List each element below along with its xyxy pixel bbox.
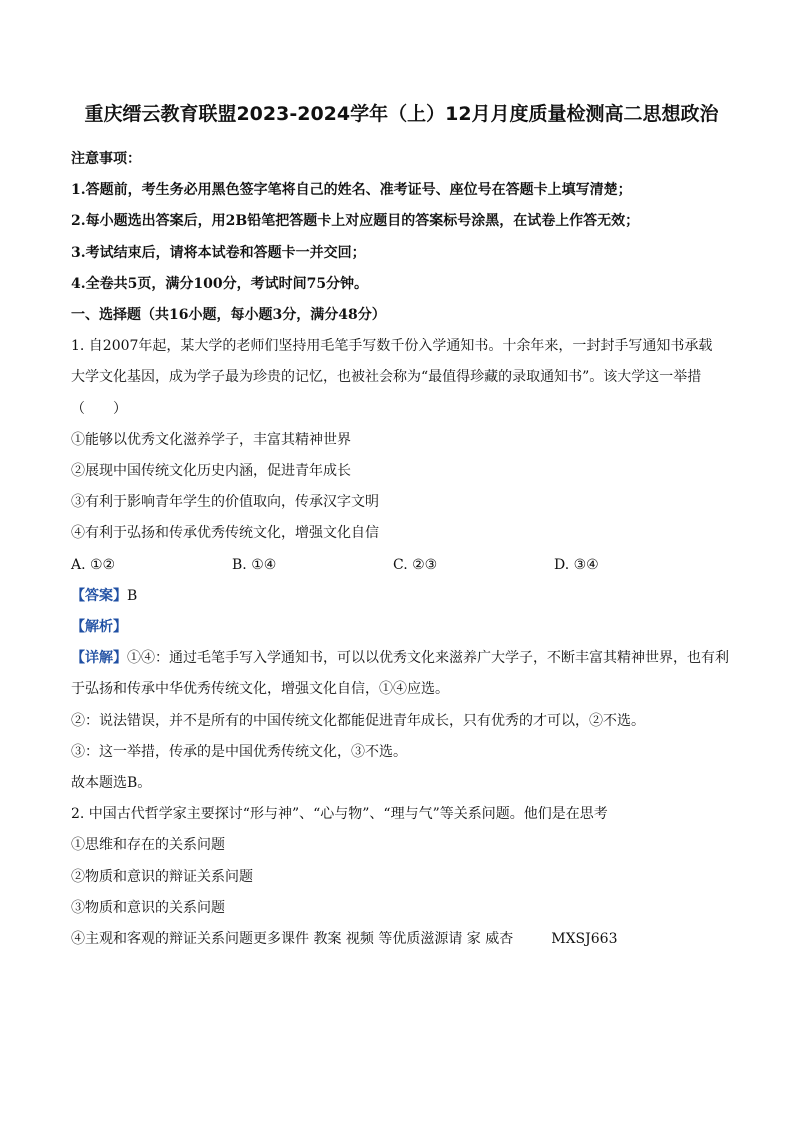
notice-item-2: 2.每小题选出答案后，用2B铅笔把答题卡上对应题目的答案标号涂黑，在试卷上作答无效； (71, 213, 640, 230)
question-2-statement-4-line (71, 924, 732, 955)
question-2-statement-2: ②物质和意识的辩证关系问题 (71, 868, 253, 885)
analysis-label: 【解析】 (71, 619, 127, 636)
notice-item-3: 3.考试结束后，请将本试卷和答题卡一并交回； (71, 244, 366, 261)
option-c: C. ②③ (393, 556, 438, 573)
question-1-statement-3: ③有利于影响青年学生的价值取向，传承汉字文明 (71, 494, 379, 511)
question-1-options (71, 550, 732, 581)
option-d: D. ③④ (554, 556, 599, 573)
conclusion: 故本题选B。 (71, 775, 152, 792)
option-a: A. ①② (71, 556, 116, 573)
question-1-statement-1: ①能够以优秀文化滋养学子，丰富其精神世界 (71, 431, 351, 448)
question-1-stem-line-1: 1. 自2007年起，某大学的老师们坚持用毛笔手写数千份入学通知书。十余年来，一封封手写通知书承载 (71, 338, 713, 355)
detail-paragraph-1 (71, 643, 732, 705)
question-2-statement-1: ①思维和存在的关系问题 (71, 837, 225, 854)
answer-line (71, 581, 732, 612)
analysis-line (71, 612, 732, 643)
section-heading: 一、选择题（共16小题，每小题3分，满分48分） (71, 307, 386, 324)
question-1-statement-2: ②展现中国传统文化历史内涵，促进青年成长 (71, 463, 351, 480)
question-1-statement-4: ④有利于弘扬和传承优秀传统文化，增强文化自信 (71, 525, 379, 542)
question-2-statement-4: ④主观和客观的辩证关系问题更多课件 教案 视频 等优质滋源请 家 威杏 (71, 931, 514, 948)
notice-item-1: 1.答题前，考生务必用黑色签字笔将自己的姓名、准考证号、座位号在答题卡上填写清楚； (71, 182, 632, 199)
answer-label: 【答案】 (71, 587, 127, 604)
option-b: B. ①④ (232, 556, 277, 573)
answer-value: B (127, 587, 138, 604)
notice-heading: 注意事项： (71, 151, 141, 167)
notice-item-4: 4.全卷共5页，满分100分，考试时间75分钟。 (71, 275, 369, 292)
watermark-code: MXSJ663 (551, 931, 618, 948)
question-1-blank: （ ） (71, 400, 127, 417)
question-2-stem: 2. 中国古代哲学家主要探讨“形与神”、“心与物”、“理与气”等关系问题。他们是在思考 (71, 806, 608, 823)
detail-label: 【详解】 (71, 650, 127, 667)
question-1-stem-line-2: 大学文化基因，成为学子最为珍贵的记忆，也被社会称为“最值得珍藏的录取通知书”。该大学这一举措 (71, 369, 702, 386)
detail-text-1: ①④：通过毛笔手写入学通知书，可以以优秀文化来滋养广大学子，不断丰富其精神世界，也有利于弘扬和传承中华优秀传统文化，增强文化自信，①④应选。 (71, 650, 729, 698)
detail-paragraph-2: ②：说法错误，并不是所有的中国传统文化都能促进青年成长，只有优秀的才可以，②不选。 (71, 712, 645, 729)
question-2-statement-3: ③物质和意识的关系问题 (71, 899, 225, 916)
detail-paragraph-3: ③：这一举措，传承的是中国优秀传统文化，③不选。 (71, 743, 407, 760)
exam-title: 重庆缙云教育联盟2023-2024学年（上）12月月度质量检测高二思想政治 (84, 103, 719, 125)
